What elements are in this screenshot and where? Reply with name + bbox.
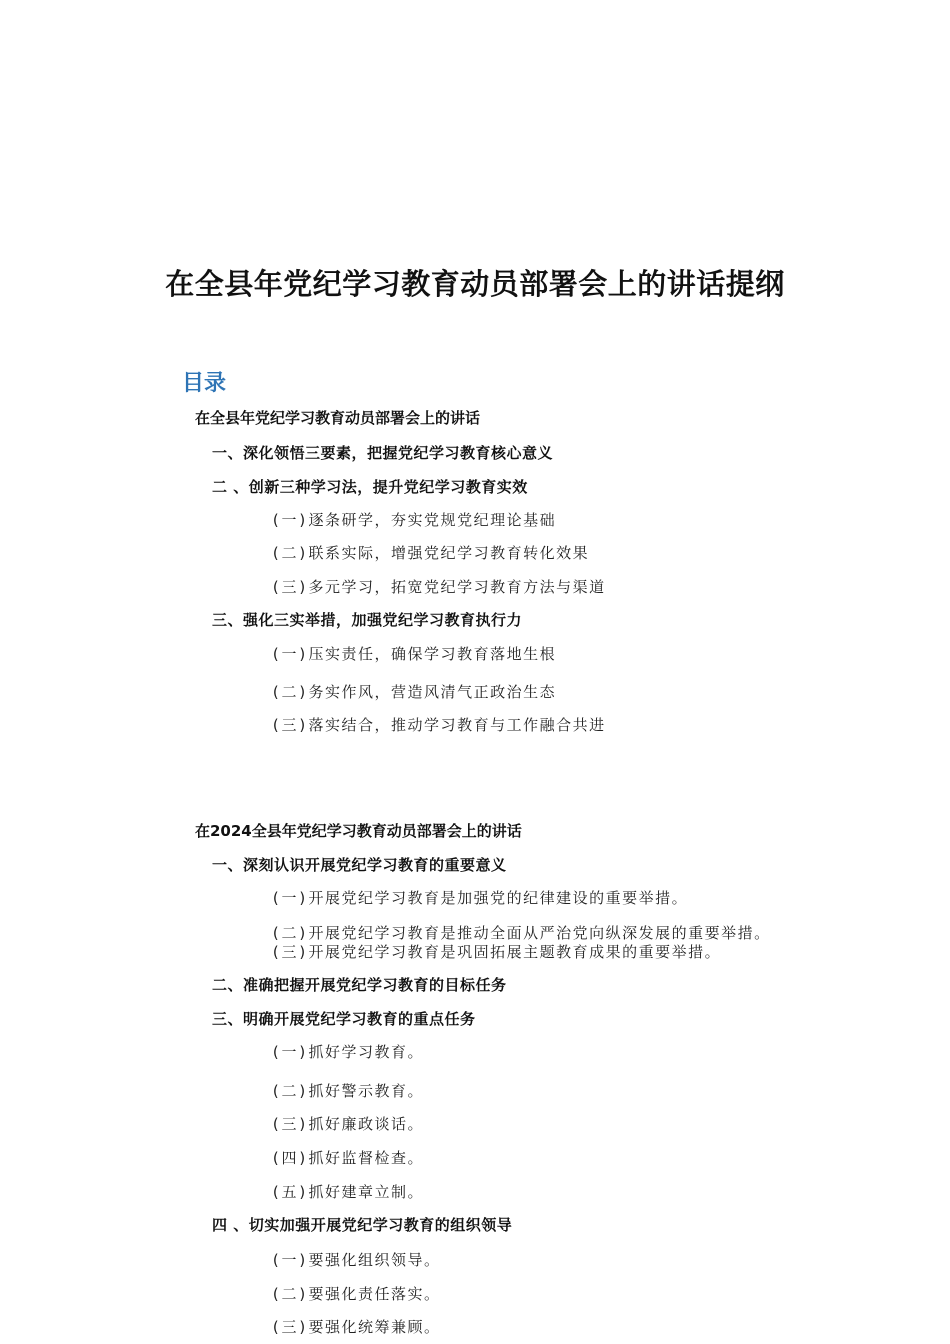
section-heading: 二、准确把握开展党纪学习教育的目标任务	[212, 976, 507, 994]
subsection-item: (三)开展党纪学习教育是巩固拓展主题教育成果的重要举措。	[271, 943, 722, 961]
toc-entry-section-2: 二 、创新三种学习法，提升党纪学习教育实效	[212, 478, 528, 496]
document-title: 在全县年党纪学习教育动员部署会上的讲话提纲	[165, 267, 785, 301]
toc-entry-subsection: (三)多元学习，拓宽党纪学习教育方法与渠道	[271, 578, 606, 596]
toc-entry-subsection: (二)联系实际，增强党纪学习教育转化效果	[271, 544, 590, 562]
subsection-item: (四)抓好监督检查。	[271, 1149, 425, 1167]
toc-entry-subsection: (一)压实责任，确保学习教育落地生根	[271, 645, 557, 663]
subsection-item: (五)抓好建章立制。	[271, 1183, 425, 1201]
toc-entry-subsection: (一)逐条研学，夯实党规党纪理论基础	[271, 511, 557, 529]
toc-entry-speech-title: 在全县年党纪学习教育动员部署会上的讲话	[195, 409, 481, 427]
section-heading: 一、深刻认识开展党纪学习教育的重要意义	[212, 856, 507, 874]
toc-entry-subsection: (二)务实作风，营造风清气正政治生态	[271, 683, 557, 701]
section-heading: 四 、切实加强开展党纪学习教育的组织领导	[212, 1216, 513, 1234]
toc-entry-section-1: 一、深化领悟三要素，把握党纪学习教育核心意义	[212, 444, 554, 462]
subsection-item: (二)要强化责任落实。	[271, 1285, 441, 1303]
speech-title: 在2024全县年党纪学习教育动员部署会上的讲话	[195, 822, 522, 840]
toc-entry-subsection: (三)落实结合，推动学习教育与工作融合共进	[271, 716, 606, 734]
section-heading: 三、明确开展党纪学习教育的重点任务	[212, 1010, 476, 1028]
subsection-item: (三)要强化统筹兼顾。	[271, 1318, 441, 1336]
subsection-item: (二)开展党纪学习教育是推动全面从严治党向纵深发展的重要举措。	[271, 924, 771, 942]
subsection-item: (一)要强化组织领导。	[271, 1251, 441, 1269]
toc-heading: 目录	[182, 371, 227, 396]
subsection-item: (三)抓好廉政谈话。	[271, 1115, 425, 1133]
subsection-item: (二)抓好警示教育。	[271, 1082, 425, 1100]
subsection-item: (一)开展党纪学习教育是加强党的纪律建设的重要举措。	[271, 889, 689, 907]
toc-entry-section-3: 三、强化三实举措，加强党纪学习教育执行力	[212, 611, 523, 629]
subsection-item: (一)抓好学习教育。	[271, 1043, 425, 1061]
